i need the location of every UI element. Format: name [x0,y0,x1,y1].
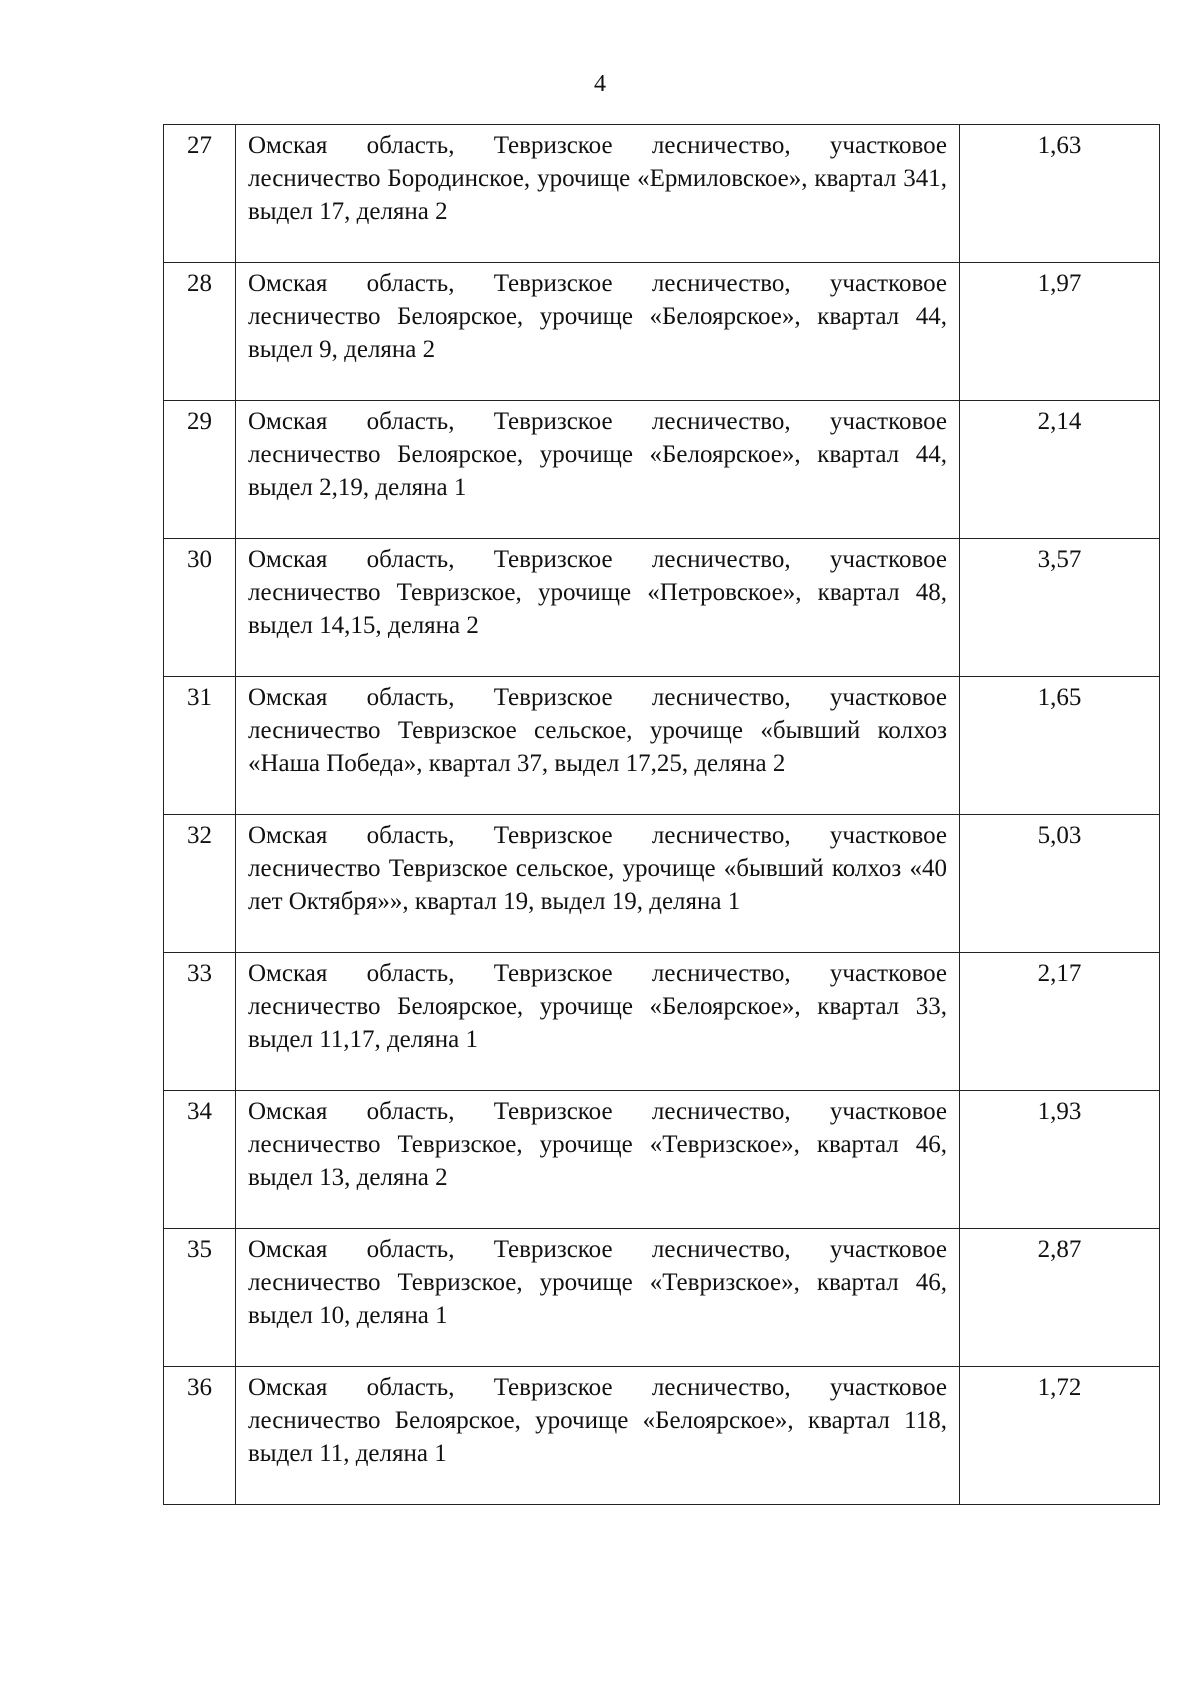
plot-area: 1,63 [960,125,1160,263]
plot-area: 2,14 [960,401,1160,539]
table-row [164,1229,1160,1367]
row-number: 35 [164,1229,236,1367]
table-row [164,539,1160,677]
plot-location: Омская область, Тевризское лесничество, участковое лесничество Белоярское, урочище «Белоярское», квартал 44, выдел 9, деляна 2 [236,263,960,401]
table-row [164,815,1160,953]
plot-location: Омская область, Тевризское лесничество, участковое лесничество Тевризское, урочище «Тевризское», квартал 46, выдел 10, деляна 1 [236,1229,960,1367]
plot-location: Омская область, Тевризское лесничество, участковое лесничество Белоярское, урочище «Белоярское», квартал 118, выдел 11, деляна 1 [236,1367,960,1505]
plot-location: Омская область, Тевризское лесничество, участковое лесничество Белоярское, урочище «Белоярское», квартал 44, выдел 2,19, деляна 1 [236,401,960,539]
row-number: 33 [164,953,236,1091]
row-number: 36 [164,1367,236,1505]
row-number: 30 [164,539,236,677]
row-number: 34 [164,1091,236,1229]
plot-location: Омская область, Тевризское лесничество, участковое лесничество Бородинское, урочище «Ермиловское», квартал 341, выдел 17, деляна 2 [236,125,960,263]
plot-location: Омская область, Тевризское лесничество, участковое лесничество Тевризское, урочище «Тевризское», квартал 46, выдел 13, деляна 2 [236,1091,960,1229]
table-row [164,1091,1160,1229]
row-number: 31 [164,677,236,815]
plot-location: Омская область, Тевризское лесничество, участковое лесничество Тевризское, урочище «Петровское», квартал 48, выдел 14,15, деляна 2 [236,539,960,677]
plot-area: 5,03 [960,815,1160,953]
plot-area: 2,17 [960,953,1160,1091]
plot-area: 1,97 [960,263,1160,401]
page-number: 4 [594,71,606,97]
plot-area: 1,72 [960,1367,1160,1505]
table-row [164,677,1160,815]
plot-area: 2,87 [960,1229,1160,1367]
table-row [164,953,1160,1091]
forest-plots-table [163,124,1160,1505]
plot-area: 3,57 [960,539,1160,677]
table-row [164,1367,1160,1505]
plot-location: Омская область, Тевризское лесничество, участковое лесничество Тевризское сельское, урочище «бывший колхоз «40 лет Октября»», квартал 19, выдел 19, деляна 1 [236,815,960,953]
table-row [164,401,1160,539]
table-row [164,263,1160,401]
row-number: 28 [164,263,236,401]
row-number: 29 [164,401,236,539]
row-number: 32 [164,815,236,953]
plot-area: 1,93 [960,1091,1160,1229]
plot-location: Омская область, Тевризское лесничество, участковое лесничество Белоярское, урочище «Белоярское», квартал 33, выдел 11,17, деляна 1 [236,953,960,1091]
row-number: 27 [164,125,236,263]
plot-area: 1,65 [960,677,1160,815]
table-row [164,125,1160,263]
plot-location: Омская область, Тевризское лесничество, участковое лесничество Тевризское сельское, урочище «бывший колхоз «Наша Победа», квартал 37, выдел 17,25, деляна 2 [236,677,960,815]
